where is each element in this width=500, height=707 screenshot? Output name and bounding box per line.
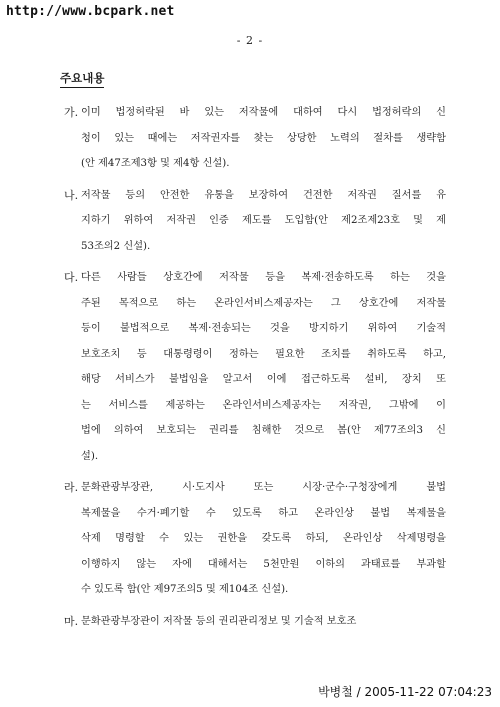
section-heading: 주요내용	[60, 70, 104, 88]
footer-stamp: 박병철 / 2005-11-22 07:04:23	[318, 685, 492, 699]
page-number: - 2 -	[236, 34, 264, 47]
list-item-marker: 라.	[64, 481, 79, 494]
text-line: 복제물을 수거·폐기할 수 있도록 하고 온라인상 불법 복제물을	[81, 507, 446, 519]
list-item-body	[81, 100, 446, 177]
list-item	[64, 183, 446, 260]
text-line: 등이 불법적으로 복제·전송되는 것을 방지하기 위하여 기술적	[81, 323, 446, 334]
list-item-marker: 마.	[64, 614, 79, 628]
watermark-url: http://www.bcpark.net	[6, 4, 175, 19]
content-list	[64, 100, 446, 640]
list-item	[64, 609, 446, 635]
text-line: 다른 사람들 상호간에 저작물 등을 복제·전송하도록 하는 것을	[81, 272, 446, 283]
text-line: 문화관광부장관, 시·도지사 또는 시장·군수·구청장에게 불법	[81, 482, 446, 493]
text-line: (안 제47조제3항 및 제4항 신설).	[81, 158, 230, 169]
text-line: 주된 목적으로 하는 온라인서비스제공자는 그 상호간에 저작물	[81, 297, 446, 309]
text-line: 문화관광부장관이 저작물 등의 권리관리정보 및 기술적 보호조	[81, 615, 357, 627]
list-item-body	[81, 609, 446, 635]
text-line: 는 서비스를 제공하는 온라인서비스제공자는 저작권, 그밖에 이	[81, 399, 446, 411]
list-item	[64, 475, 446, 603]
text-line: 저작물 등의 안전한 유통을 보장하여 건전한 저작권 질서를 유	[81, 189, 446, 201]
list-item-marker: 다.	[64, 271, 79, 284]
list-item	[64, 100, 446, 177]
list-item-body	[81, 475, 446, 603]
text-line: 청이 있는 때에는 저작권자를 찾는 상당한 노력의 절차를 생략함	[81, 132, 446, 144]
text-line: 설).	[81, 450, 99, 462]
text-line: 삭제 명령할 수 있는 권한을 갖도록 하되, 온라인상 삭제명령을	[81, 533, 446, 544]
list-item-body	[81, 183, 446, 260]
list-item	[64, 265, 446, 469]
text-line: 해당 서비스가 불법임을 알고서 이에 접근하도록 설비, 장치 또	[81, 374, 446, 385]
list-item-body	[81, 265, 446, 469]
text-line: 이미 법정허락된 바 있는 저작물에 대하여 다시 법정허락의 신	[81, 107, 446, 118]
text-line: 이행하지 않는 자에 대해서는 5천만원 이하의 과태료를 부과할	[81, 558, 446, 570]
text-line: 법에 의하여 보호되는 권리를 침해한 것으로 봄(안 제77조의3 신	[81, 425, 446, 436]
text-line: 수 있도록 함(안 제97조의5 및 제104조 신설).	[81, 584, 289, 595]
list-item-marker: 나.	[64, 188, 79, 202]
text-line: 53조의2 신설).	[81, 240, 151, 252]
list-item-marker: 가.	[64, 106, 79, 119]
text-line: 보호조치 등 대통령령이 정하는 필요한 조치를 취하도록 하고,	[81, 348, 446, 360]
text-line: 지하기 위하여 저작권 인증 제도를 도입함(안 제2조제23호 및 제	[81, 215, 446, 226]
